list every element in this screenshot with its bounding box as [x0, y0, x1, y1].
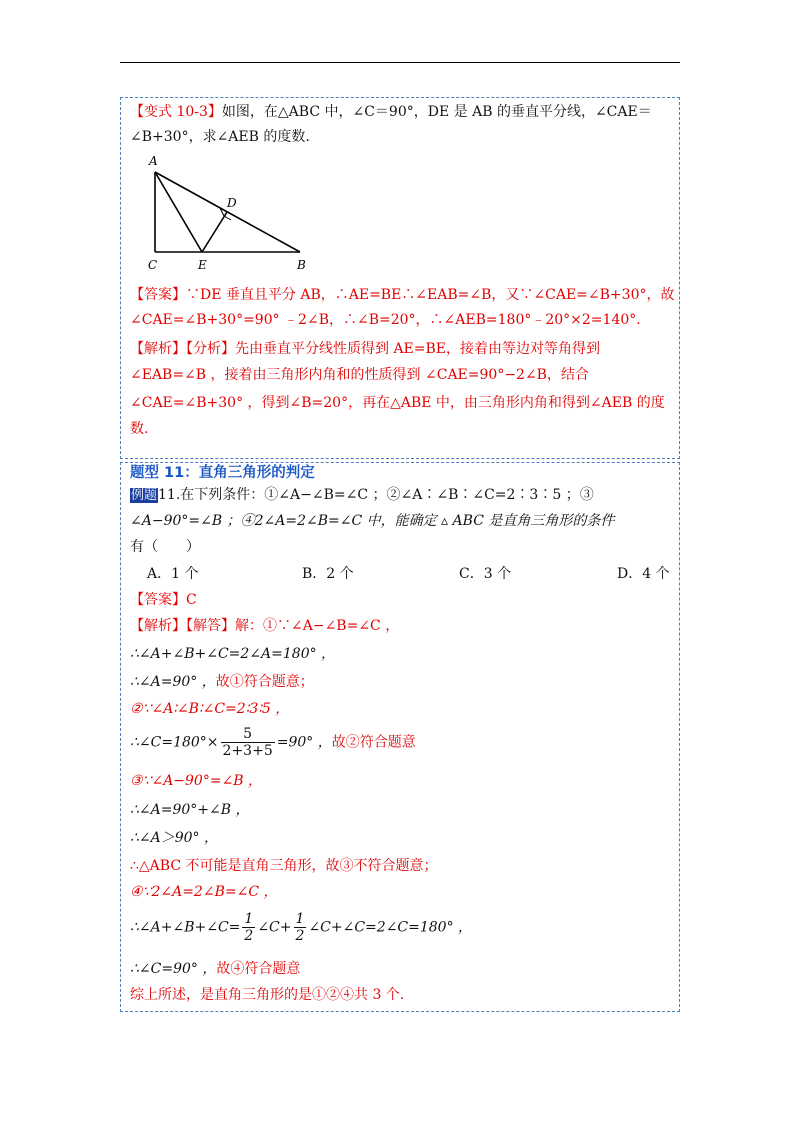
solution-line-5-math-b: =90° ， — [276, 734, 332, 751]
fraction-denominator: 2 — [295, 928, 305, 944]
fraction-denominator: 2 — [244, 928, 254, 944]
example-text-1: 11.在下列条件：①∠A−∠B=∠C ；②∠A∶∠B∶∠C=2∶3∶5 ；③ — [158, 487, 594, 503]
analysis-1-line-1: 【解析】【分析】先由垂直平分线性质得到 AE=BE，接着由等边对等角得到 — [130, 341, 601, 357]
solution-line-3-note: 故①符合题意； — [215, 674, 314, 690]
solution-line-12 — [130, 960, 300, 978]
top-rule — [120, 62, 680, 63]
problem-1-text-1: 如图，在△ABC 中，∠C＝90°，DE 是 AB 的垂直平分线，∠CAE＝ — [221, 104, 652, 120]
solution-line-12-math: ∴∠C=90° ， — [130, 961, 217, 977]
solution-line-3-math: ∴∠A=90° ， — [130, 674, 216, 690]
analysis-1-line-2: ∠EAB=∠B ，接着由三角形内角和的性质得到 ∠CAE=90°−2∠B，结合 — [130, 367, 589, 383]
solution-line-6: ③∵∠A−90°=∠B ， — [130, 773, 263, 789]
solution-line-3 — [130, 673, 314, 691]
example-tag: 例题 — [131, 488, 158, 503]
fraction-numerator: 1 — [244, 911, 254, 927]
label-e: E — [198, 258, 207, 272]
solution-line-11-b: ∠C+ — [257, 919, 292, 936]
answer-1-line-1: 【答案】∵DE 垂直且平分 AB，∴AE=BE∴∠EAB=∠B，又∵∠CAE=∠B+30°，故 — [130, 287, 675, 303]
answer-2: 【答案】C — [130, 592, 197, 608]
fraction-numerator: 5 — [221, 726, 275, 743]
segment-de — [202, 212, 227, 252]
problem-1-line-2: ∠B+30°，求∠AEB 的度数. — [130, 129, 310, 145]
option-c: C．3 个 — [459, 566, 512, 582]
label-c: C — [148, 258, 158, 272]
analysis-1-line-4: 数. — [130, 421, 149, 437]
example-line-3: 有（ ） — [130, 539, 200, 555]
side-ab — [155, 172, 300, 252]
solution-line-2: ∴∠A+∠B+∠C=2∠A=180° ， — [130, 646, 336, 662]
triangle-figure — [140, 152, 315, 274]
solution-line-11-c: ∠C+∠C=2∠C=180° ， — [308, 919, 473, 936]
segment-ae — [155, 172, 202, 252]
fraction-numerator: 1 — [295, 911, 305, 927]
answer-1-line-2: ∠CAE=∠B+30°=90° ﹣2∠B，∴∠B=20°，∴∠AEB=180°﹣20°×2=140°. — [130, 312, 641, 328]
fraction-denominator: 2+3+5 — [222, 743, 273, 759]
solution-line-7: ∴∠A=90°+∠B ， — [130, 802, 250, 818]
solution-line-13: 综上所述，是直角三角形的是①②④共 3 个. — [130, 987, 405, 1003]
solution-line-12-note: 故④符合题意 — [216, 961, 301, 977]
solution-line-11-a: ∴∠A+∠B+∠C= — [130, 919, 241, 936]
solution-line-5 — [130, 726, 416, 759]
problem-1-header: 【变式 10-3】 — [130, 104, 222, 120]
solution-line-5-math-a: ∴∠C=180°× — [130, 734, 219, 751]
solution-line-4: ②∵∠A∶∠B∶∠C=2∶3∶5 ， — [130, 701, 290, 717]
problem-1-line-1 — [130, 103, 652, 121]
solution-line-8: ∴∠A＞90° ， — [130, 830, 219, 846]
analysis-1-line-3: ∠CAE=∠B+30° ，得到∠B=20°，再在△ABE 中，由三角形内角和得到∠AEB 的度 — [130, 395, 665, 411]
solution-line-5-note: 故②符合题意 — [331, 734, 416, 751]
solution-line-9: ∴△ABC 不可能是直角三角形，故③不符合题意； — [130, 858, 438, 874]
option-a: A．1 个 — [147, 566, 199, 582]
solution-line-10 — [130, 883, 278, 901]
example-line-1 — [130, 486, 594, 505]
solution-line-11 — [130, 911, 472, 944]
label-a: A — [149, 154, 158, 168]
solution-line-1: 【解析】【解答】解：①∵∠A−∠B=∠C ， — [130, 618, 400, 634]
solution-line-10-text: ④∵2∠A=2∠B=∠C ， — [130, 884, 278, 900]
fraction-half-2 — [294, 911, 307, 944]
option-d: D．4 个 — [617, 566, 670, 582]
example-line-2: ∠A−90°=∠B ；④2∠A=2∠B=∠C 中，能确定 ▵ ABC 是直角三角形的条件 — [130, 513, 615, 529]
fraction-half-1 — [242, 911, 255, 944]
section-title: 题型 11：直角三角形的判定 — [130, 465, 315, 481]
label-d: D — [227, 196, 237, 210]
label-b: B — [297, 258, 306, 272]
option-b: B．2 个 — [302, 566, 354, 582]
fraction-5-over-10 — [221, 726, 275, 759]
